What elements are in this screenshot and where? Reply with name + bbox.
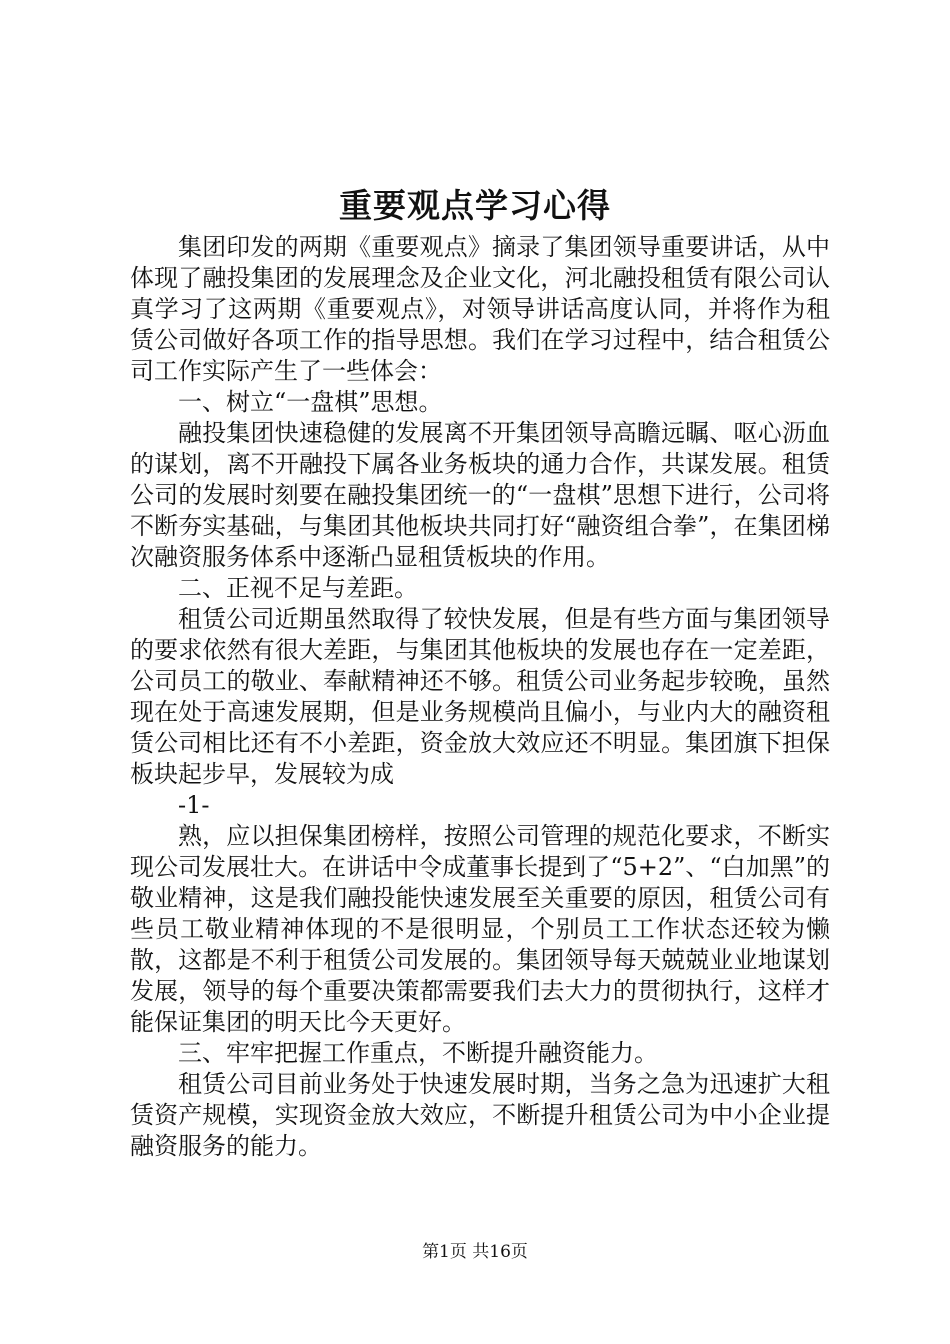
paragraph-section-2-continued: 熟，应以担保集团榜样，按照公司管理的规范化要求，不断实现公司发展壮大。在讲话中令成董事长提到了“5+2”、“白加黑”的敬业精神，这是我们融投能快速发展至关重要的原因，租赁公司有些员工敬业精神体现的不是很明显，个别员工工作状态还较为懒散，这都是不利于租赁公司发展的。集团领导每天兢兢业业地谋划发展，领导的每个重要决策都需要我们去大力的贯彻执行，这样才能保证集团的明天比今天更好。: [130, 822, 830, 1036]
section-heading-1: 一、树立“一盘棋”思想。: [178, 388, 443, 416]
paragraph-intro: 集团印发的两期《重要观点》摘录了集团领导重要讲话，从中体现了融投集团的发展理念及企业文化，河北融投租赁有限公司认真学习了这两期《重要观点》，对领导讲话高度认同，并将作为租赁公司做好各项工作的指导思想。我们在学习过程中，结合租赁公司工作实际产生了一些体会：: [130, 233, 830, 385]
paragraph-section-3: 租赁公司目前业务处于快速发展时期，当务之急为迅速扩大租赁资产规模，实现资金放大效应，不断提升租赁公司为中小企业提融资服务的能力。: [130, 1070, 830, 1160]
section-heading-2: 二、正视不足与差距。: [178, 574, 418, 602]
inline-page-marker: -1-: [178, 791, 210, 819]
document-body: [130, 232, 830, 1162]
section-heading-3: 三、牢牢把握工作重点，不断提升融资能力。: [178, 1039, 658, 1067]
paragraph-section-1: 融投集团快速稳健的发展离不开集团领导高瞻远瞩、呕心沥血的谋划，离不开融投下属各业务板块的通力合作，共谋发展。租赁公司的发展时刻要在融投集团统一的“一盘棋”思想下进行，公司将不断夯实基础，与集团其他板块共同打好“融资组合拳”，在集团梯次融资服务体系中逐渐凸显租赁板块的作用。: [130, 419, 830, 571]
paragraph-section-2: 租赁公司近期虽然取得了较快发展，但是有些方面与集团领导的要求依然有很大差距，与集团其他板块的发展也存在一定差距，公司员工的敬业、奉献精神还不够。租赁公司业务起步较晚，虽然现在处于高速发展期，但是业务规模尚且偏小，与业内大的融资租赁公司相比还有不小差距，资金放大效应还不明显。集团旗下担保板块起步早，发展较为成: [130, 605, 830, 788]
page-footer: 第1页 共16页: [422, 1242, 528, 1262]
document-title: 重要观点学习心得: [339, 186, 611, 225]
